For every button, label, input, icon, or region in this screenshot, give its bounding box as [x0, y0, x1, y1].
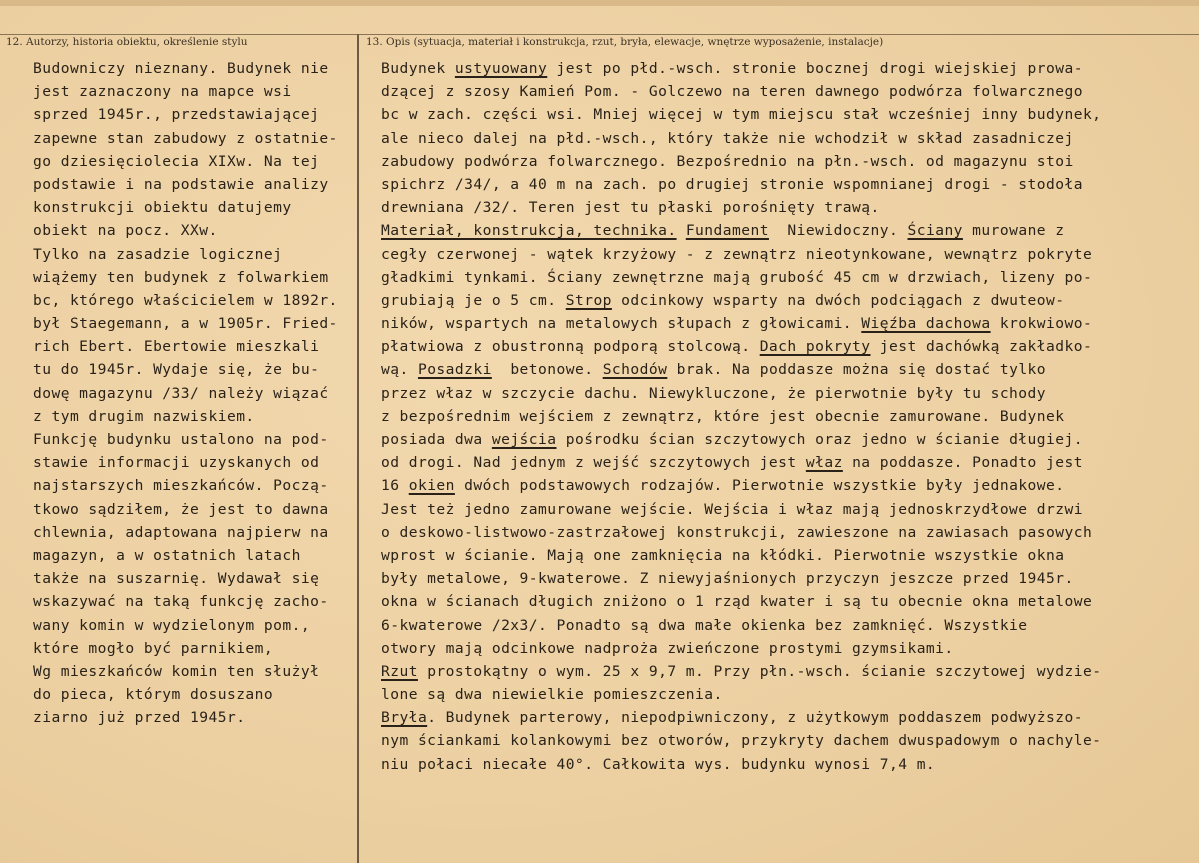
underlined-heading: ustyuowany	[454, 60, 548, 77]
history-text-line: wany komin w wydzielonym pom.,	[33, 616, 311, 634]
text-segment: zabudowy podwórza folwarcznego. Bezpośrednio na płn.-wsch. od magazynu stoi	[381, 152, 1074, 170]
underlined-heading: Ściany	[907, 222, 963, 240]
underlined-heading: Schodów	[602, 361, 668, 379]
history-text-line: sprzed 1945r., przedstawiającej	[33, 106, 320, 124]
left-column-header: 12. Autorzy, historia obiektu, określenie stylu	[6, 36, 248, 48]
text-segment: grubiają je o 5 cm.	[381, 291, 566, 309]
text-segment: nym ściankami kolankowymi bez otworów, przykryty dachem dwuspadowym o nachyle-	[381, 732, 1102, 750]
description-text-line	[381, 405, 1193, 428]
history-text-line: tu do 1945r. Wydaje się, że bu-	[33, 361, 320, 379]
history-text-line: do pieca, którym dosuszano	[33, 686, 274, 704]
description-text-line	[381, 683, 1193, 706]
history-text-line: wskazywać na taką funkcję zacho-	[33, 593, 329, 611]
underlined-heading: wejścia	[491, 431, 557, 448]
text-segment: od drogi. Nad jednym z wejść szczytowych jest	[381, 454, 806, 472]
history-text-line: zapewne stan zabudowy z ostatnie-	[33, 129, 338, 147]
description-text-line	[381, 219, 1193, 242]
description-text-line	[381, 358, 1193, 381]
history-text-line: stawie informacji uzyskanych od	[33, 454, 320, 472]
history-text-line: z tym drugim nazwiskiem.	[33, 407, 255, 425]
text-segment: z bezpośrednim wejściem z zewnątrz, które jest obecnie zamurowane. Budynek	[381, 407, 1065, 425]
history-text-line: wiążemy ten budynek z folwarkiem	[33, 268, 329, 286]
history-text-line: konstrukcji obiektu datujemy	[33, 199, 292, 217]
text-segment: dzącej z szosy Kamień Pom. - Golczewo na teren dawnego podwórza folwarcznego	[381, 83, 1083, 101]
text-segment: ników, wspartych na metalowych słupach z głowicami.	[381, 315, 862, 333]
text-segment: były metalowe, 9-kwaterowe. Z niewyjaśnionych przyczyn jeszcze przed 1945r.	[381, 570, 1074, 588]
history-text-line: Tylko na zasadzie logicznej	[33, 245, 283, 263]
text-segment: 16	[381, 477, 409, 495]
description-text-line	[381, 150, 1193, 173]
description-text-line	[381, 173, 1193, 196]
text-segment: prostokątny o wym. 25 x 9,7 m. Przy płn.-wsch. ścianie szczytowej wydzie-	[417, 662, 1102, 680]
description-text-line	[381, 637, 1193, 660]
text-segment: jest dachówką zakładko-	[870, 338, 1093, 356]
text-segment: Jest też jedno zamurowane wejście. Wejścia i właz mają jednoskrzydłowe drzwi	[381, 500, 1083, 518]
text-segment: brak. Na poddasze można się dostać tylko	[667, 361, 1047, 379]
description-text-line	[381, 590, 1193, 613]
description-text-line	[381, 103, 1193, 126]
text-segment: murowane z	[962, 222, 1065, 240]
underlined-heading: okien	[408, 477, 455, 495]
description-text-line	[381, 127, 1193, 150]
history-text-line: jest zaznaczony na mapce wsi	[33, 83, 292, 101]
text-segment: cegły czerwonej - wątek krzyżowy - z zewnątrz nieotynkowane, wewnątrz pokryte	[381, 245, 1093, 263]
history-text-line: rich Ebert. Ebertowie mieszkali	[33, 338, 320, 356]
text-segment: wprost w ścianie. Mają one zamknięcia na kłódki. Pierwotnie wszystkie okna	[381, 546, 1065, 564]
description-text-line	[381, 335, 1193, 358]
description-text-line	[381, 451, 1193, 474]
underlined-heading: Bryła	[381, 709, 428, 727]
underlined-heading: Fundament	[685, 222, 769, 240]
text-segment: niu połaci niecałe 40°. Całkowita wys. budynku wynosi 7,4 m.	[381, 755, 936, 773]
text-segment: odcinkowy wsparty na dwóch podciągach z dwuteow-	[611, 291, 1065, 309]
history-text-line: obiekt na pocz. XXw.	[33, 222, 218, 240]
text-segment: dwóch podstawowych rodzajów. Pierwotnie wszystkie były jednakowe.	[454, 477, 1065, 495]
description-text-line	[381, 544, 1193, 567]
text-segment: jest po płd.-wsch. stronie bocznej drogi wiejskiej prowa-	[547, 60, 1083, 77]
text-segment: okna w ścianach długich zniżono o 1 rząd kwater i są tu obecnie okna metalowe	[381, 593, 1093, 611]
description-text-line	[381, 243, 1193, 266]
text-segment: pośrodku ścian szczytowych oraz jedno w ścianie długiej.	[556, 431, 1083, 448]
text-segment: Niewidoczny.	[768, 222, 908, 240]
history-text-line: także na suszarnię. Wydawał się	[33, 570, 320, 588]
description-text-line	[381, 266, 1193, 289]
text-segment: bc w zach. części wsi. Mniej więcej w tym miejscu stał wcześniej inny budynek,	[381, 106, 1102, 124]
top-edge	[0, 0, 1199, 6]
history-text-line: był Staegemann, a w 1905r. Fried-	[33, 315, 338, 333]
underlined-heading: Dach pokryty	[759, 338, 871, 356]
text-segment: drewniana /32/. Teren jest tu płaski porośnięty trawą.	[381, 199, 880, 217]
text-segment: lone są dwa niewielkie pomieszczenia.	[381, 686, 723, 704]
description-text-line	[381, 521, 1193, 544]
header-rule	[0, 34, 1199, 35]
description-text-line	[381, 80, 1193, 103]
description-text-line	[381, 706, 1193, 729]
description-text-line	[381, 312, 1193, 335]
text-segment: otwory mają odcinkowe nadproża zwieńczone prostymi gzymsikami.	[381, 639, 954, 657]
history-text-line: Funkcję budynku ustalono na pod-	[33, 431, 329, 448]
description-text-line	[381, 474, 1193, 497]
history-text-line: najstarszych mieszkańców. Począ-	[33, 477, 329, 495]
history-text-line: ziarno już przed 1945r.	[33, 709, 246, 727]
history-text-line: dowę magazynu /33/ należy wiązać	[33, 384, 329, 402]
underlined-heading: Rzut	[381, 662, 418, 680]
text-segment: gładkimi tynkami. Ściany zewnętrzne mają grubość 45 cm w drzwiach, lizeny po-	[381, 268, 1093, 286]
description-text-line	[381, 567, 1193, 590]
text-segment: . Budynek parterowy, niepodpiwniczony, z użytkowym poddaszem podwyższo-	[427, 709, 1083, 727]
history-text-line: podstawie i na podstawie analizy	[33, 175, 329, 193]
text-segment: 6-kwaterowe /2x3/. Ponadto są dwa małe okienka bez zamknięć. Wszystkie	[381, 616, 1028, 634]
underlined-heading: Więźba dachowa	[861, 315, 991, 333]
underlined-heading: Strop	[565, 291, 612, 309]
description-column	[381, 57, 1193, 776]
history-text-line: Budowniczy nieznany. Budynek nie	[33, 60, 329, 77]
text-segment: płatwiowa z obustronną podporą stolcową.	[381, 338, 760, 356]
text-segment: na poddasze. Ponadto jest	[842, 454, 1083, 472]
description-text-line	[381, 382, 1193, 405]
underlined-heading: właz	[805, 454, 843, 472]
text-segment: spichrz /34/, a 40 m na zach. po drugiej stronie wspomnianej drogi - stodoła	[381, 175, 1083, 193]
history-text-line: które mogło być parnikiem,	[33, 639, 274, 657]
description-text-line	[381, 428, 1193, 451]
underlined-heading: Posadzki	[417, 361, 492, 379]
description-text-line	[381, 614, 1193, 637]
text-segment: ale nieco dalej na płd.-wsch., który także nie wchodził w skład zasadniczej	[381, 129, 1074, 147]
text-segment: krokwiowo-	[990, 315, 1093, 333]
description-text-line	[381, 498, 1193, 521]
history-text-line: go dziesięciolecia XIXw. Na tej	[33, 152, 320, 170]
description-text-line	[381, 753, 1193, 776]
description-text-line	[381, 57, 1193, 80]
history-text-line: Wg mieszkańców komin ten służył	[33, 662, 320, 680]
description-text-line	[381, 289, 1193, 312]
text-segment: przez właz w szczycie dachu. Niewykluczone, że pierwotnie były tu schody	[381, 384, 1047, 402]
description-text-line	[381, 660, 1193, 683]
history-column	[33, 57, 353, 729]
history-text-line: chlewnia, adaptowana najpierw na	[33, 523, 329, 541]
text-segment: Budynek	[381, 60, 455, 77]
right-column-header: 13. Opis (sytuacja, materiał i konstrukcja, rzut, bryła, elewacje, wnętrze wyposażenie, instalacje)	[366, 36, 884, 48]
text-segment	[677, 222, 686, 239]
text-segment: wą.	[381, 361, 418, 379]
text-segment: posiada dwa	[381, 431, 492, 448]
text-segment: betonowe.	[491, 361, 603, 379]
description-text-line	[381, 196, 1193, 219]
history-text-line: tkowo sądziłem, że jest to dawna	[33, 500, 329, 518]
history-text-line: bc, którego właścicielem w 1892r.	[33, 291, 338, 309]
text-segment: o deskowo-listwowo-zastrzałowej konstrukcji, zawieszone na zawiasach pasowych	[381, 523, 1093, 541]
underlined-heading: Materiał, konstrukcja, technika.	[381, 222, 677, 240]
history-text-line: magazyn, a w ostatnich latach	[33, 546, 301, 564]
description-text-line	[381, 729, 1193, 752]
column-divider	[357, 34, 359, 863]
